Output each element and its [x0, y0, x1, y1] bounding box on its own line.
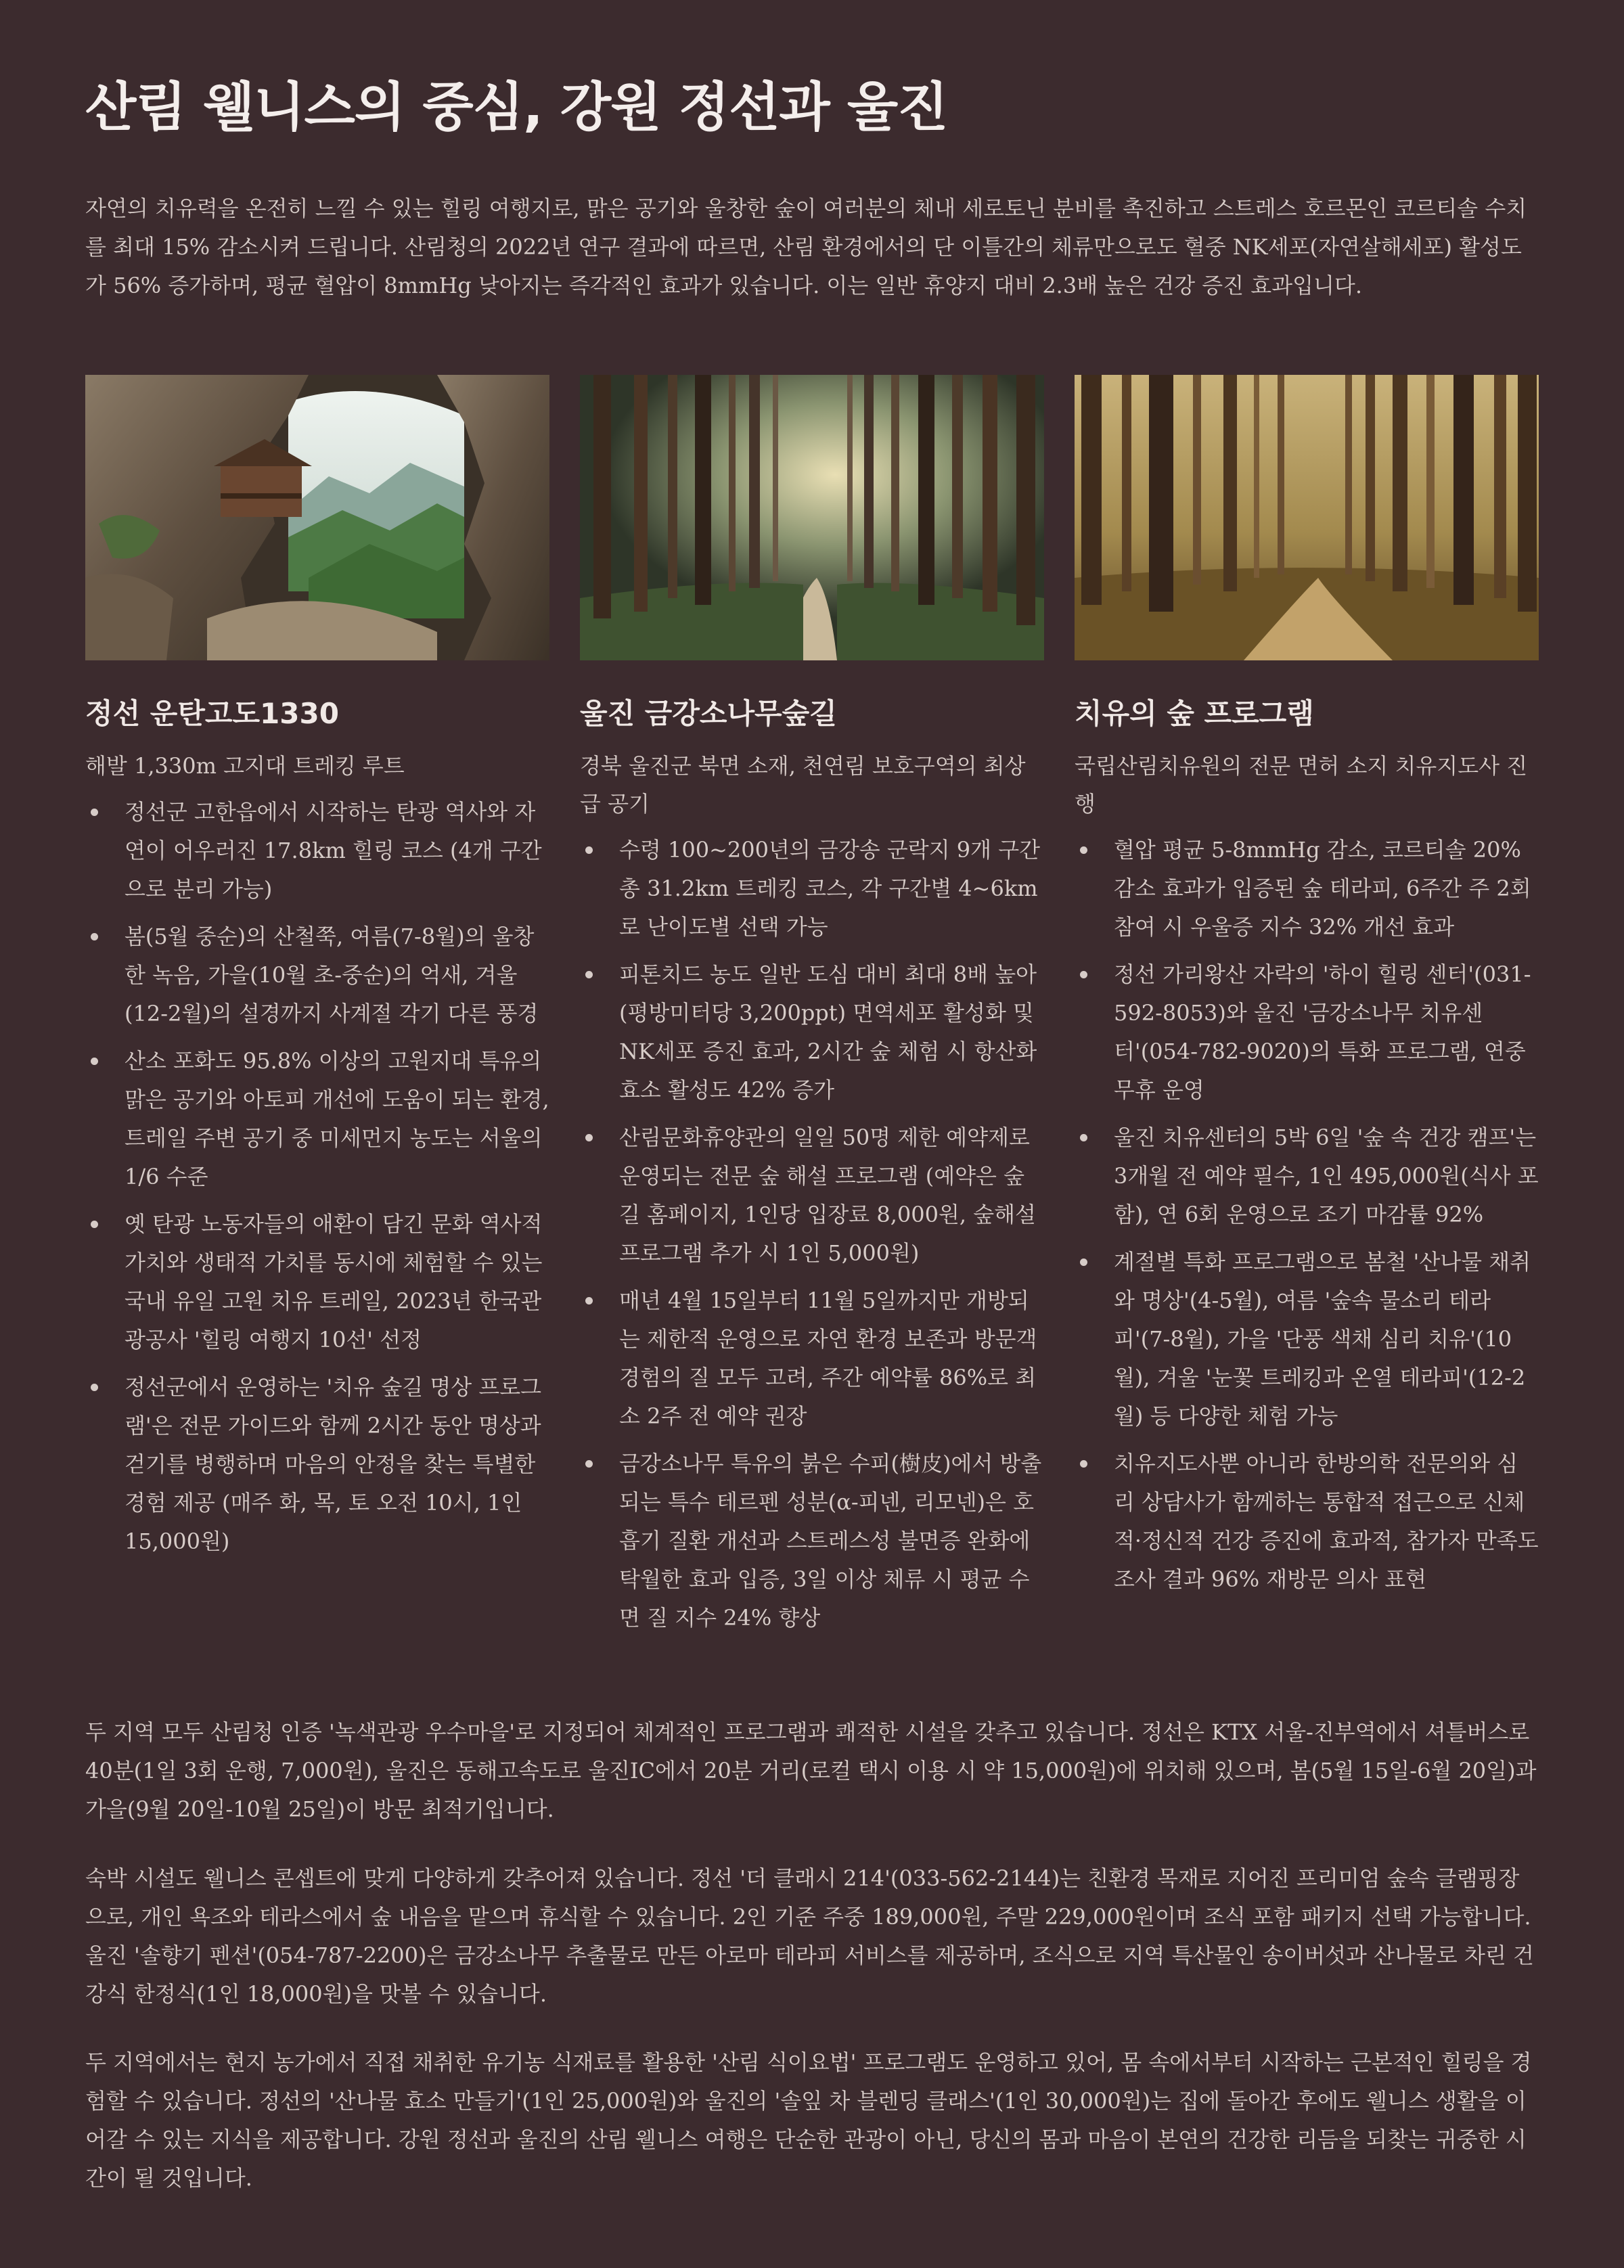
- golden-forest-trail-photo: [1075, 375, 1539, 660]
- list-item: 혈압 평균 5-8mmHg 감소, 코르티솔 20% 감소 효과가 입증된 숲 테라피, 6주간 주 2회 참여 시 우울증 지수 32% 개선 효과: [1075, 831, 1539, 947]
- list-item: 산림문화휴양관의 일일 50명 제한 예약제로 운영되는 전문 숲 해설 프로그램 (예약은 숲길 홈페이지, 1인당 입장료 8,000원, 숲해설 프로그램 추가 시 1인 5,000원): [580, 1118, 1044, 1273]
- column-subtitle: 국립산림치유원의 전문 면허 소지 치유지도사 진행: [1075, 753, 1528, 817]
- column-uljin: [580, 375, 1044, 1646]
- bullet-list: [85, 793, 549, 1561]
- pine-forest-path-photo: [580, 375, 1044, 660]
- bullet-list: [1075, 831, 1539, 1599]
- list-item: 정선 가리왕산 자락의 '하이 힐링 센터'(031-592-8053)와 울진 '금강소나무 치유센터'(054-782-9020)의 특화 프로그램, 연중무휴 운영: [1075, 955, 1539, 1110]
- list-item: 매년 4월 15일부터 11월 5일까지만 개방되는 제한적 운영으로 자연 환경 보존과 방문객 경험의 질 모두 고려, 주간 예약률 86%로 최소 2주 전 예약 권장: [580, 1282, 1044, 1436]
- column-title: 울진 금강소나무숲길: [580, 697, 837, 730]
- bullet-list: [580, 831, 1044, 1637]
- list-item: 계절별 특화 프로그램으로 봄철 '산나물 채취와 명상'(4-5월), 여름 '숲속 물소리 테라피'(7-8월), 가을 '단풍 색채 심리 치유'(10월), 겨울 '눈꽃 트레킹과 온열 테라피'(12-2월) 등 다양한 체험 가능: [1075, 1243, 1539, 1436]
- list-item: 피톤치드 농도 일반 도심 대비 최대 8배 높아(평방미터당 3,200ppt) 면역세포 활성화 및 NK세포 증진 효과, 2시간 숲 체험 시 항산화 효소 활성도 42% 증가: [580, 955, 1044, 1110]
- list-item: 정선군에서 운영하는 '치유 숲길 명상 프로그램'은 전문 가이드와 함께 2시간 동안 명상과 걷기를 병행하며 마음의 안정을 찾는 특별한 경험 제공 (매주 화, 목, 토 오전 10시, 1인 15,000원): [85, 1368, 549, 1561]
- list-item: 봄(5월 중순)의 산철쭉, 여름(7-8월)의 울창한 녹음, 가을(10월 초-중순)의 억새, 겨울(12-2월)의 설경까지 사계절 각기 다른 풍경: [85, 917, 549, 1033]
- list-item: 치유지도사뿐 아니라 한방의학 전문의와 심리 상담사가 함께하는 통합적 접근으로 신체적·정신적 건강 증진에 효과적, 참가자 만족도 조사 결과 96% 재방문 의사 표현: [1075, 1445, 1539, 1599]
- column-title: 치유의 숲 프로그램: [1075, 697, 1314, 730]
- list-item: 울진 치유센터의 5박 6일 '숲 속 건강 캠프'는 3개월 전 예약 필수, 1인 495,000원(식사 포함), 연 6회 운영으로 조기 마감률 92%: [1075, 1118, 1539, 1234]
- cliffside-pavilion-photo: [85, 375, 549, 660]
- list-item: 정선군 고한읍에서 시작하는 탄광 역사와 자연이 어우러진 17.8km 힐링 코스 (4개 구간으로 분리 가능): [85, 793, 549, 909]
- column-healing-program: [1075, 375, 1539, 1608]
- paragraph-food-program: 두 지역에서는 현지 농가에서 직접 채취한 유기농 식재료를 활용한 '산림 식이요법' 프로그램도 운영하고 있어, 몸 속에서부터 시작하는 근본적인 힐링을 경험할 수 있습니다. 정선의 '산나물 효소 만들기'(1인 25,000원)와 울진의 '솔잎 차 블렌딩 클래스'(1인 30,000원)는 집에 돌아간 후에도 웰니스 생활을 이어갈 수 있는 지식을 제공합니다. 강원 정선과 울진의 산림 웰니스 여행은 단순한 관광이 아닌, 당신의 몸과 마음이 본연의 건강한 리듬을 되찾는 귀중한 시간이 될 것입니다.: [85, 2049, 1532, 2191]
- list-item: 수령 100~200년의 금강송 군락지 9개 구간 총 31.2km 트레킹 코스, 각 구간별 4~6km로 난이도별 선택 가능: [580, 831, 1044, 947]
- column-subtitle: 해발 1,330m 고지대 트레킹 루트: [85, 753, 405, 779]
- paragraph-access: 두 지역 모두 산림청 인증 '녹색관광 우수마을'로 지정되어 체계적인 프로그램과 쾌적한 시설을 갖추고 있습니다. 정선은 KTX 서울-진부역에서 셔틀버스로 40분(1일 3회 운행, 7,000원), 울진은 동해고속도로 울진IC에서 20분 거리(로컬 택시 이용 시 약 15,000원)에 위치해 있으며, 봄(5월 15일-6월 20일)과 가을(9월 20일-10월 25일)이 방문 최적기입니다.: [85, 1719, 1537, 1822]
- list-item: 옛 탄광 노동자들의 애환이 담긴 문화 역사적 가치와 생태적 가치를 동시에 체험할 수 있는 국내 유일 고원 치유 트레일, 2023년 한국관광공사 '힐링 여행지 10선' 선정: [85, 1205, 549, 1359]
- paragraph-accommodation: 숙박 시설도 웰니스 콘셉트에 맞게 다양하게 갖추어져 있습니다. 정선 '더 클래시 214'(033-562-2144)는 친환경 목재로 지어진 프리미엄 숲속 글램핑장으로, 개인 욕조와 테라스에서 숲 내음을 맡으며 휴식할 수 있습니다. 2인 기준 주중 189,000원, 주말 229,000원이며 조식 포함 패키지 선택 가능합니다. 울진 '솔향기 펜션'(054-787-2200)은 금강소나무 추출물로 만든 아로마 테라피 서비스를 제공하며, 조식으로 지역 특산물인 송이버섯과 산나물로 차린 건강식 한정식(1인 18,000원)을 맛볼 수 있습니다.: [85, 1865, 1534, 2007]
- column-title: 정선 운탄고도1330: [85, 697, 339, 730]
- list-item: 산소 포화도 95.8% 이상의 고원지대 특유의 맑은 공기와 아토피 개선에 도움이 되는 환경, 트레일 주변 공기 중 미세먼지 농도는 서울의 1/6 수준: [85, 1042, 549, 1196]
- intro-paragraph: 자연의 치유력을 온전히 느낄 수 있는 힐링 여행지로, 맑은 공기와 울창한 숲이 여러분의 체내 세로토닌 분비를 촉진하고 스트레스 호르몬인 코르티솔 수치를 최대 15% 감소시켜 드립니다. 산림청의 2022년 연구 결과에 따르면, 산림 환경에서의 단 이틀간의 체류만으로도 혈중 NK세포(자연살해세포) 활성도가 56% 증가하며, 평균 혈압이 8mmHg 낮아지는 즉각적인 효과가 있습니다. 이는 일반 휴양지 대비 2.3배 높은 건강 증진 효과입니다.: [85, 196, 1527, 298]
- page-title: 산림 웰니스의 중심, 강원 정선과 울진: [85, 77, 948, 138]
- column-subtitle: 경북 울진군 북면 소재, 천연림 보호구역의 최상급 공기: [580, 753, 1026, 817]
- list-item: 금강소나무 특유의 붉은 수피(樹皮)에서 방출되는 특수 테르펜 성분(α-피넨, 리모넨)은 호흡기 질환 개선과 스트레스성 불면증 완화에 탁월한 효과 입증, 3일 이상 체류 시 평균 수면 질 지수 24% 향상: [580, 1445, 1044, 1637]
- column-jeongseon: [85, 375, 549, 1570]
